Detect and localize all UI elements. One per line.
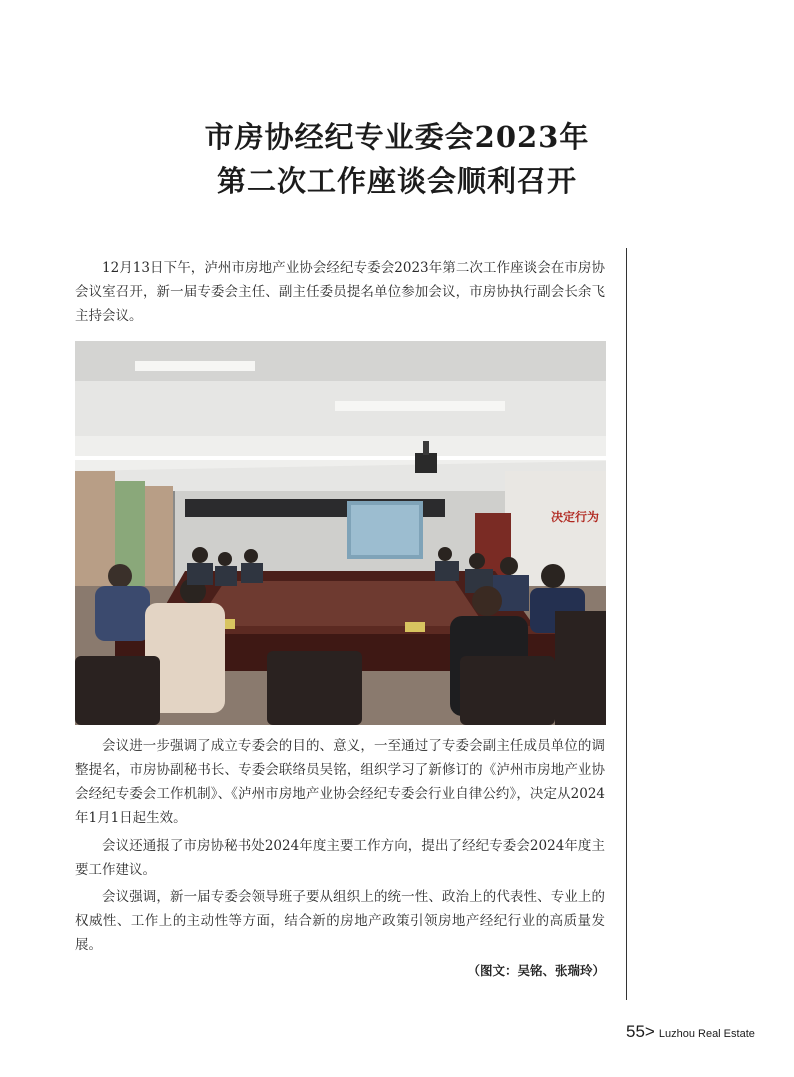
column-divider [626, 248, 627, 1000]
paragraph-body-2: 会议还通报了市房协秘书处2024年度主要工作方向，提出了经纪专委会2024年度主要工作建议。 [75, 838, 605, 878]
title-line-1: 市房协经纪专业委会2023年 [204, 120, 590, 154]
magazine-name: Luzhou Real Estate [658, 1028, 755, 1040]
title-line-2: 第二次工作座谈会顺利召开 [216, 164, 577, 198]
meeting-photo [75, 341, 606, 725]
page-footer [626, 1022, 755, 1042]
paragraph-body-3: 会议强调，新一届专委会领导班子要从组织上的统一性、政治上的代表性、专业上的权威性、工作上的主动性等方面，结合新的房地产政策引领房地产经纪行业的高质量发展。 [75, 889, 605, 953]
photo-text-credit: （图文：吴铭、张瑞玲） [467, 963, 605, 978]
footer-arrow: > [644, 1022, 655, 1041]
paragraph-body-1: 会议进一步强调了成立专委会的目的、意义，一至通过了专委会副主任成员单位的调整提名，市房协副秘书长、专委会联络员吴铭，组织学习了新修订的《泸州市房地产业协会经纪专委会工作机制》、《泸州市房地产业协会经纪专委会行业自律公约》，决定从2024年1月1日起生效。 [75, 738, 605, 826]
paragraph-intro: 12月13日下午，泸州市房地产业协会经纪专委会2023年第二次工作座谈会在市房协会议室召开，新一届专委会主任、副主任委员提名单位参加会议，市房协执行副会长余飞主持会议。 [75, 260, 605, 324]
article-title [0, 115, 794, 203]
page-number: 55 [626, 1022, 645, 1041]
wall-slogan-text: 决定行为 [551, 510, 600, 524]
